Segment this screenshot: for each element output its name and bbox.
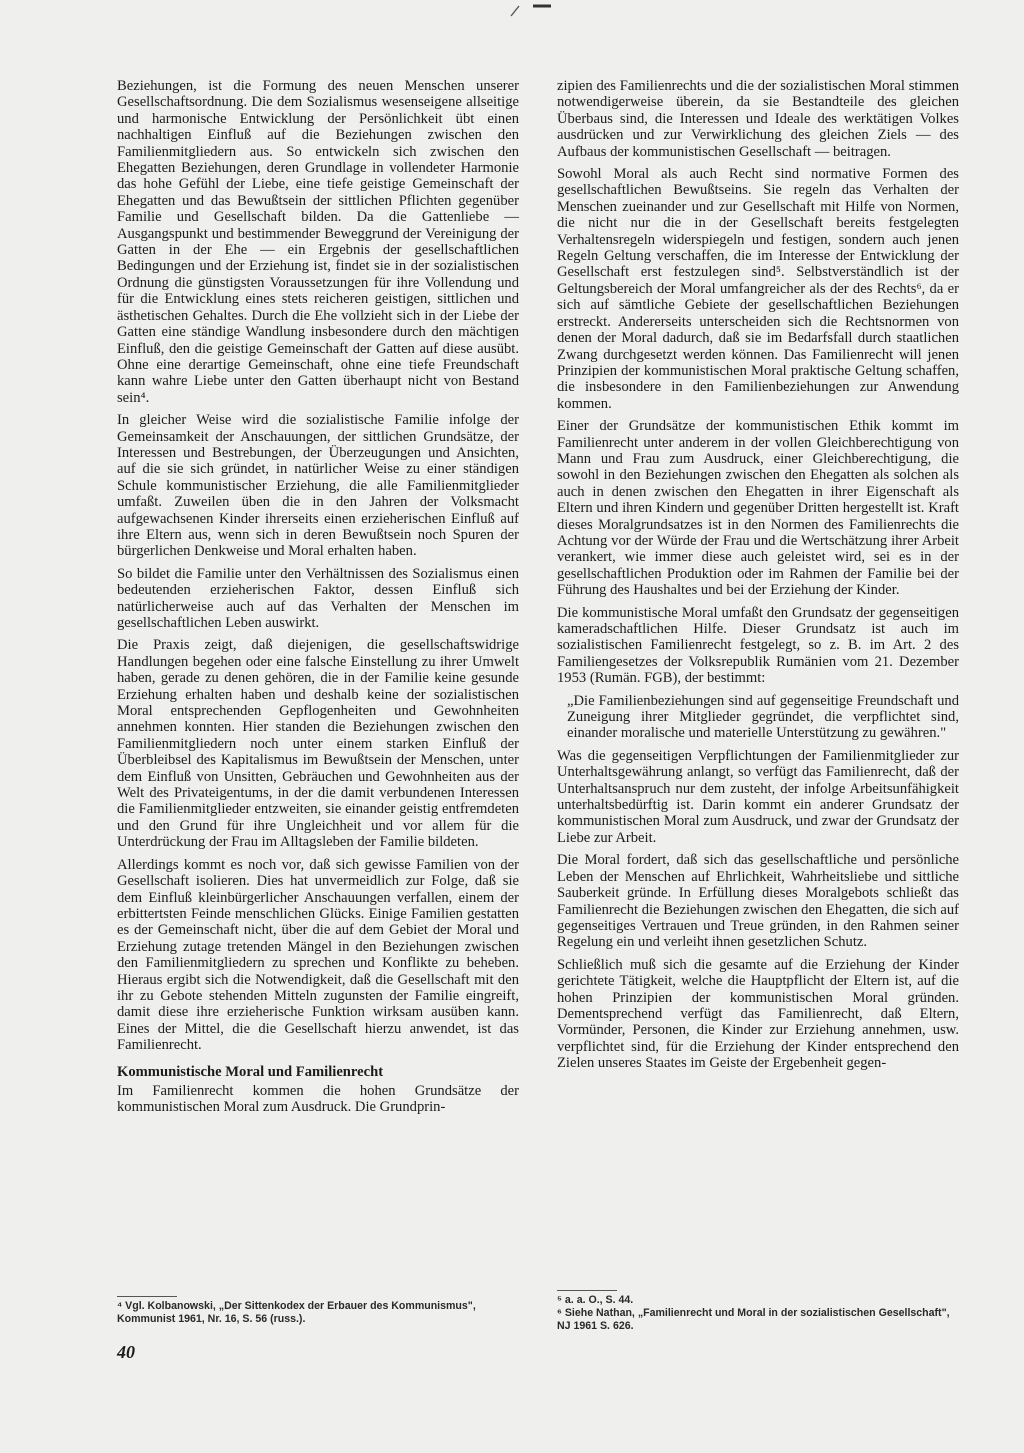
footnote-rule	[117, 1296, 177, 1297]
quotation: „Die Familienbeziehungen sind auf gegenseitige Freundschaft und Zuneigung ihrer Mitglieder gegründet, die verpflichtet sind, einander moralische und materielle Unterstützung zu gewähren."	[567, 692, 959, 742]
paragraph: Die kommunistische Moral umfaßt den Grundsatz der gegenseitigen kameradschaftlichen Hilfe. Dieser Grundsatz ist auch im sozialistischen Familienrecht festgelegt, so z. B. im Art. 2 des Familiengesetzes der Volksrepublik Rumänien vom 21. Dezember 1953 (Rumän. FGB), der bestimmt:	[557, 604, 959, 687]
footnote: ⁶ Siehe Nathan, „Familienrecht und Moral in der sozialistischen Gesellschaft", NJ 1961 S. 626.	[557, 1307, 950, 1332]
pencil-mark	[505, 0, 565, 20]
left-footnotes	[117, 1300, 519, 1326]
paragraph: Die Praxis zeigt, daß diejenigen, die gesellschaftswidrige Handlungen begehen oder eine falsche Einstellung zu ihrer Umwelt haben, gerade zu denen gehören, die in der Familie keine gesunde Erziehung erhalten haben und deshalb keine der sozialistischen Moral entsprechenden Gepflogenheiten und Gewohnheiten annehmen konnten. Hier standen die Beziehungen zwischen den Familienmitgliedern noch unter einem starken Einfluß der Überbleibsel des Kapitalismus im Bewußtsein der Menschen, unter dem Einfluß von Unsitten, Gebräuchen und Gewohnheiten aus der Welt des Privateigentums, in der die damit verbundenen Interessen die Familienmitglieder entzweiten, sie einander geistig entfremdeten und den Grund für ihre Ungleichheit und vor allem für die Unterdrückung der Frau im Alltagsleben der Familie bildeten.	[117, 637, 519, 851]
footnote-rule	[557, 1290, 617, 1291]
left-column	[117, 78, 519, 1121]
paragraph: Im Familienrecht kommen die hohen Grundsätze der kommunistischen Moral zum Ausdruck. Die Grundprin-	[117, 1082, 519, 1115]
paragraph: Sowohl Moral als auch Recht sind normative Formen des gesellschaftlichen Bewußtseins. Sie regeln das Verhalten der Menschen zueinander und zur Gesellschaft mit Hilfe von Normen, die nicht nur die in der Gesellschaft bereits festgelegten Verhaltensregeln widerspiegeln und festigen, sondern auch jenen Regeln Geltung verschaffen, die im Interesse der Entwicklung der Gesellschaft erst festzulegen sind⁵. Selbstverständlich ist der Geltungsbereich der Moral umfangreicher als der des Rechts⁶, da er sich auf sämtliche Gebiete der gesellschaftlichen Beziehungen erstreckt. Andererseits unterscheiden sich die Rechtsnormen von denen der Moral dadurch, daß sie im Bedarfsfall durch staatlichen Zwang durchgesetzt werden können. Das Familienrecht will jenen Prinzipien der kommunistischen Moral praktische Geltung schaffen, die insbesondere in den Familienbeziehungen zur Anwendung kommen.	[557, 166, 959, 412]
paragraph: Beziehungen, ist die Formung des neuen Menschen unserer Gesellschaftsordnung. Die dem Sozialismus wesenseigene allseitige und harmonische Entwicklung der Persönlichkeit übt einen nachhaltigen Einfluß auf die Beziehungen zwischen den Familienmitgliedern aus. So entwickeln sich zwischen den Ehegatten Beziehungen, deren Grundlage in vollendeter Harmonie das hohe Gefühl der Liebe, eine tiefe geistige Gemeinschaft der Ehegatten und das Bewußtsein der sittlichen Pflichten gegenüber Familie und Gesellschaft bilden. Da die Gattenliebe — Ausgangspunkt und bestimmender Beweggrund der Vereinigung der Gatten in der Ehe — ein Ergebnis der gesellschaftlichen Bedingungen und der Erziehung ist, findet sie in der sozialistischen Ordnung die günstigsten Voraussetzungen für ihre Vollendung und für die Entwicklung eines stets reicheren geistigen, sittlichen und ästhetischen Gehaltes. Durch die Ehe vollzieht sich in der Liebe der Gatten eine ständige Wandlung insbesondere durch den mächtigen Einfluß, den die geistige Gemeinschaft der Gatten auf diese ausübt. Ohne eine derartige Gemeinschaft, ohne eine tiefe Freundschaft kann wahre Liebe unter den Gatten überhaupt nicht von Bestand sein⁴.	[117, 78, 519, 406]
paragraph: In gleicher Weise wird die sozialistische Familie infolge der Gemeinsamkeit der Anschauungen, der sittlichen Grundsätze, der Interessen und Bestrebungen, der Überzeugungen und Ansichten, auf die sie sich gründet, in natürlicher Weise zu einer ständigen Schule kommunistischer Erziehung, die alle Familienmitglieder umfaßt. Zuweilen üben die in den Jahren der Volksmacht aufgewachsenen Kinder ihrerseits einen erzieherischen Einfluß auf ihre Eltern aus, wenn sich in deren Bewußtsein noch Spuren der bürgerlichen Denkweise und Moral erhalten haben.	[117, 412, 519, 560]
paragraph: Schließlich muß sich die gesamte auf die Erziehung der Kinder gerichtete Tätigkeit, welche die Hauptpflicht der Eltern ist, auf die hohen Prinzipien der kommunistischen Moral gründen. Dementsprechend verfügt das Familienrecht, daß Eltern, Vormünder, Personen, die Kinder zur Erziehung annehmen, usw. verpflichtet sind, für die Erziehung der Kinder entsprechend den Zielen unseres Staates im Geiste der Ergebenheit gegen-	[557, 956, 959, 1072]
right-column	[557, 78, 959, 1078]
right-footnotes	[557, 1294, 959, 1333]
paragraph: Einer der Grundsätze der kommunistischen Ethik kommt im Familienrecht unter anderem in der vollen Gleichberechtigung von Mann und Frau zum Ausdruck, einer Gleichberechtigung, die sowohl in den Beziehungen zwischen den Ehegatten als solchen als auch in denen zwischen den Ehegatten in ihrer Eigenschaft als Eltern und ihren Kindern und gegenüber Dritten hergestellt ist. Kraft dieses Moralgrundsatzes ist in den Normen des Familienrechts die Achtung vor der Würde der Frau und die Wertschätzung ihrer Arbeit verankert, wie immer diese auch geleistet wird, sei es in der gesellschaftlichen Produktion oder im Rahmen der Familie bei der Führung des Haushaltes und bei der Erziehung der Kinder.	[557, 418, 959, 599]
section-heading: Kommunistische Moral und Familienrecht	[117, 1063, 384, 1080]
footnote: ⁴ Vgl. Kolbanowski, „Der Sittenkodex der Erbauer des Kommunismus", Kommunist 1961, Nr. 16, S. 56 (russ.).	[117, 1300, 476, 1325]
footnote: ⁵ a. a. O., S. 44.	[557, 1294, 634, 1306]
paragraph: Die Moral fordert, daß sich das gesellschaftliche und persönliche Leben der Menschen auf Ehrlichkeit, Wahrheitsliebe und sittliche Sauberkeit gründe. In Erfüllung dieses Moralgebots schließt das Familienrecht die Beziehungen zwischen den Ehegatten, die sich auf gegenseitiges Vertrauen und Treue gründen, in den Rahmen seiner Regelung ein und verleiht ihnen gesetzlichen Schutz.	[557, 852, 959, 951]
page-number: 40	[117, 1342, 135, 1362]
paragraph: Allerdings kommt es noch vor, daß sich gewisse Familien von der Gesellschaft isolieren. Dies hat unvermeidlich zur Folge, daß sie dem Einfluß kleinbürgerlicher Anschauungen verfallen, einem der erbittertsten Feinde menschlichen Glücks. Einige Familien gestatten es der Gemeinschaft nicht, über die auf dem Gebiet der Moral und Erziehung zutage tretenden Mängel in den Beziehungen zwischen den Familienmitgliedern zu sprechen und Konflikte zu beheben. Hieraus ergibt sich die Notwendigkeit, daß die Gesellschaft mit den ihr zu Gebote stehenden Mitteln zugunsten der Familie eingreift, damit diese ihre erzieherische Funktion wirksam ausüben kann. Eines der Mittel, die die Gesellschaft hierzu anwendet, ist das Familienrecht.	[117, 856, 519, 1054]
paragraph: zipien des Familienrechts und die der sozialistischen Moral stimmen notwendigerweise überein, da sie Bestandteile des gleichen Überbaus sind, die Interessen und Ideale des werktätigen Volkes ausdrücken und zur Verwirklichung des gleichen Ziels — des Aufbaus der kommunistischen Gesellschaft — beitragen.	[557, 78, 959, 160]
paragraph: Was die gegenseitigen Verpflichtungen der Familienmitglieder zur Unterhaltsgewährung anlangt, so verfügt das Familienrecht, daß der Unterhaltsanspruch nur dem zusteht, der infolge Arbeitsunfähigkeit unterhaltsbedürftig ist. Darin kommt ein anderer Grundsatz der kommunistischen Moral zum Ausdruck, und zwar der Grundsatz der Liebe zur Arbeit.	[557, 747, 959, 846]
paragraph: So bildet die Familie unter den Verhältnissen des Sozialismus einen bedeutenden erzieherischen Faktor, dessen Einfluß sich natürlicherweise auch auf das Verhalten der Menschen im gesellschaftlichen Leben auswirkt.	[117, 565, 519, 631]
